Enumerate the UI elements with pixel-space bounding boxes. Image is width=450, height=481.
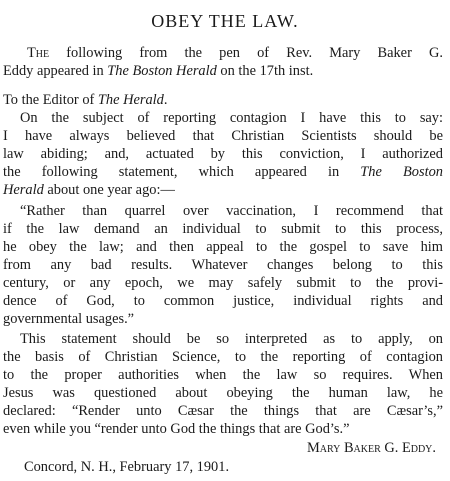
newspaper-name: Herald [3,182,44,198]
quote-line-3: he obey the law; and then appeal to the gospel to save him [3,239,443,255]
body1-line-2: I have always believed that Christian Scientists should be [3,128,443,144]
quote-line-1: “Rather than quarrel over vaccination, I recommend that [20,203,443,219]
quote-line-2: if the law demand an individual to submit to this process, [3,221,443,237]
signature: Mary Baker G. Eddy. [306,440,436,456]
body1-line-3: law abiding; and, actuated by this conviction, I authorized [3,146,443,162]
newspaper-name: The Boston Herald [107,63,217,79]
body2-line-3: to the proper authorities when the law so requires. When [3,367,443,383]
quote-line-4: from any bad results. Whatever changes belong to this [3,257,443,273]
page-title: OBEY THE LAW. [151,11,299,31]
body2-line-5: declared: “Render unto Cæsar the things that are Cæsar’s,” [3,403,443,419]
body1-line-1: On the subject of reporting contagion I have this to say: [20,110,443,126]
newspaper-name: The Herald [97,92,164,108]
body1-line-4: the following statement, which appeared in The Boston [3,164,443,180]
body2-line-2: the basis of Christian Science, to the reporting of contagion [3,349,443,365]
newspaper-name: The Boston [360,164,443,180]
dateline: Concord, N. H., February 17, 1901. [24,459,230,475]
body2-line-1: This statement should be so interpreted as to apply, on [20,331,443,347]
quote-line-6: dence of God, to common justice, individual rights and [3,293,443,309]
quote-line-7: governmental usages.” [3,311,135,327]
quote-line-5: century, or any epoch, we may safely submit to the provi- [3,275,443,291]
body2-line-4: Jesus was questioned about obeying the human law, he [3,385,443,401]
body2-line-6: even while you “render unto God the things that are God’s.” [3,421,350,437]
intro-line-1: The following from the pen of Rev. Mary Baker G. [27,45,443,61]
intro-line-2: Eddy appeared in The Boston Herald on the 17th inst. [3,63,314,79]
body1-line-5: Herald about one year ago:— [3,182,175,198]
salutation: To the Editor of The Herald. [3,92,168,108]
